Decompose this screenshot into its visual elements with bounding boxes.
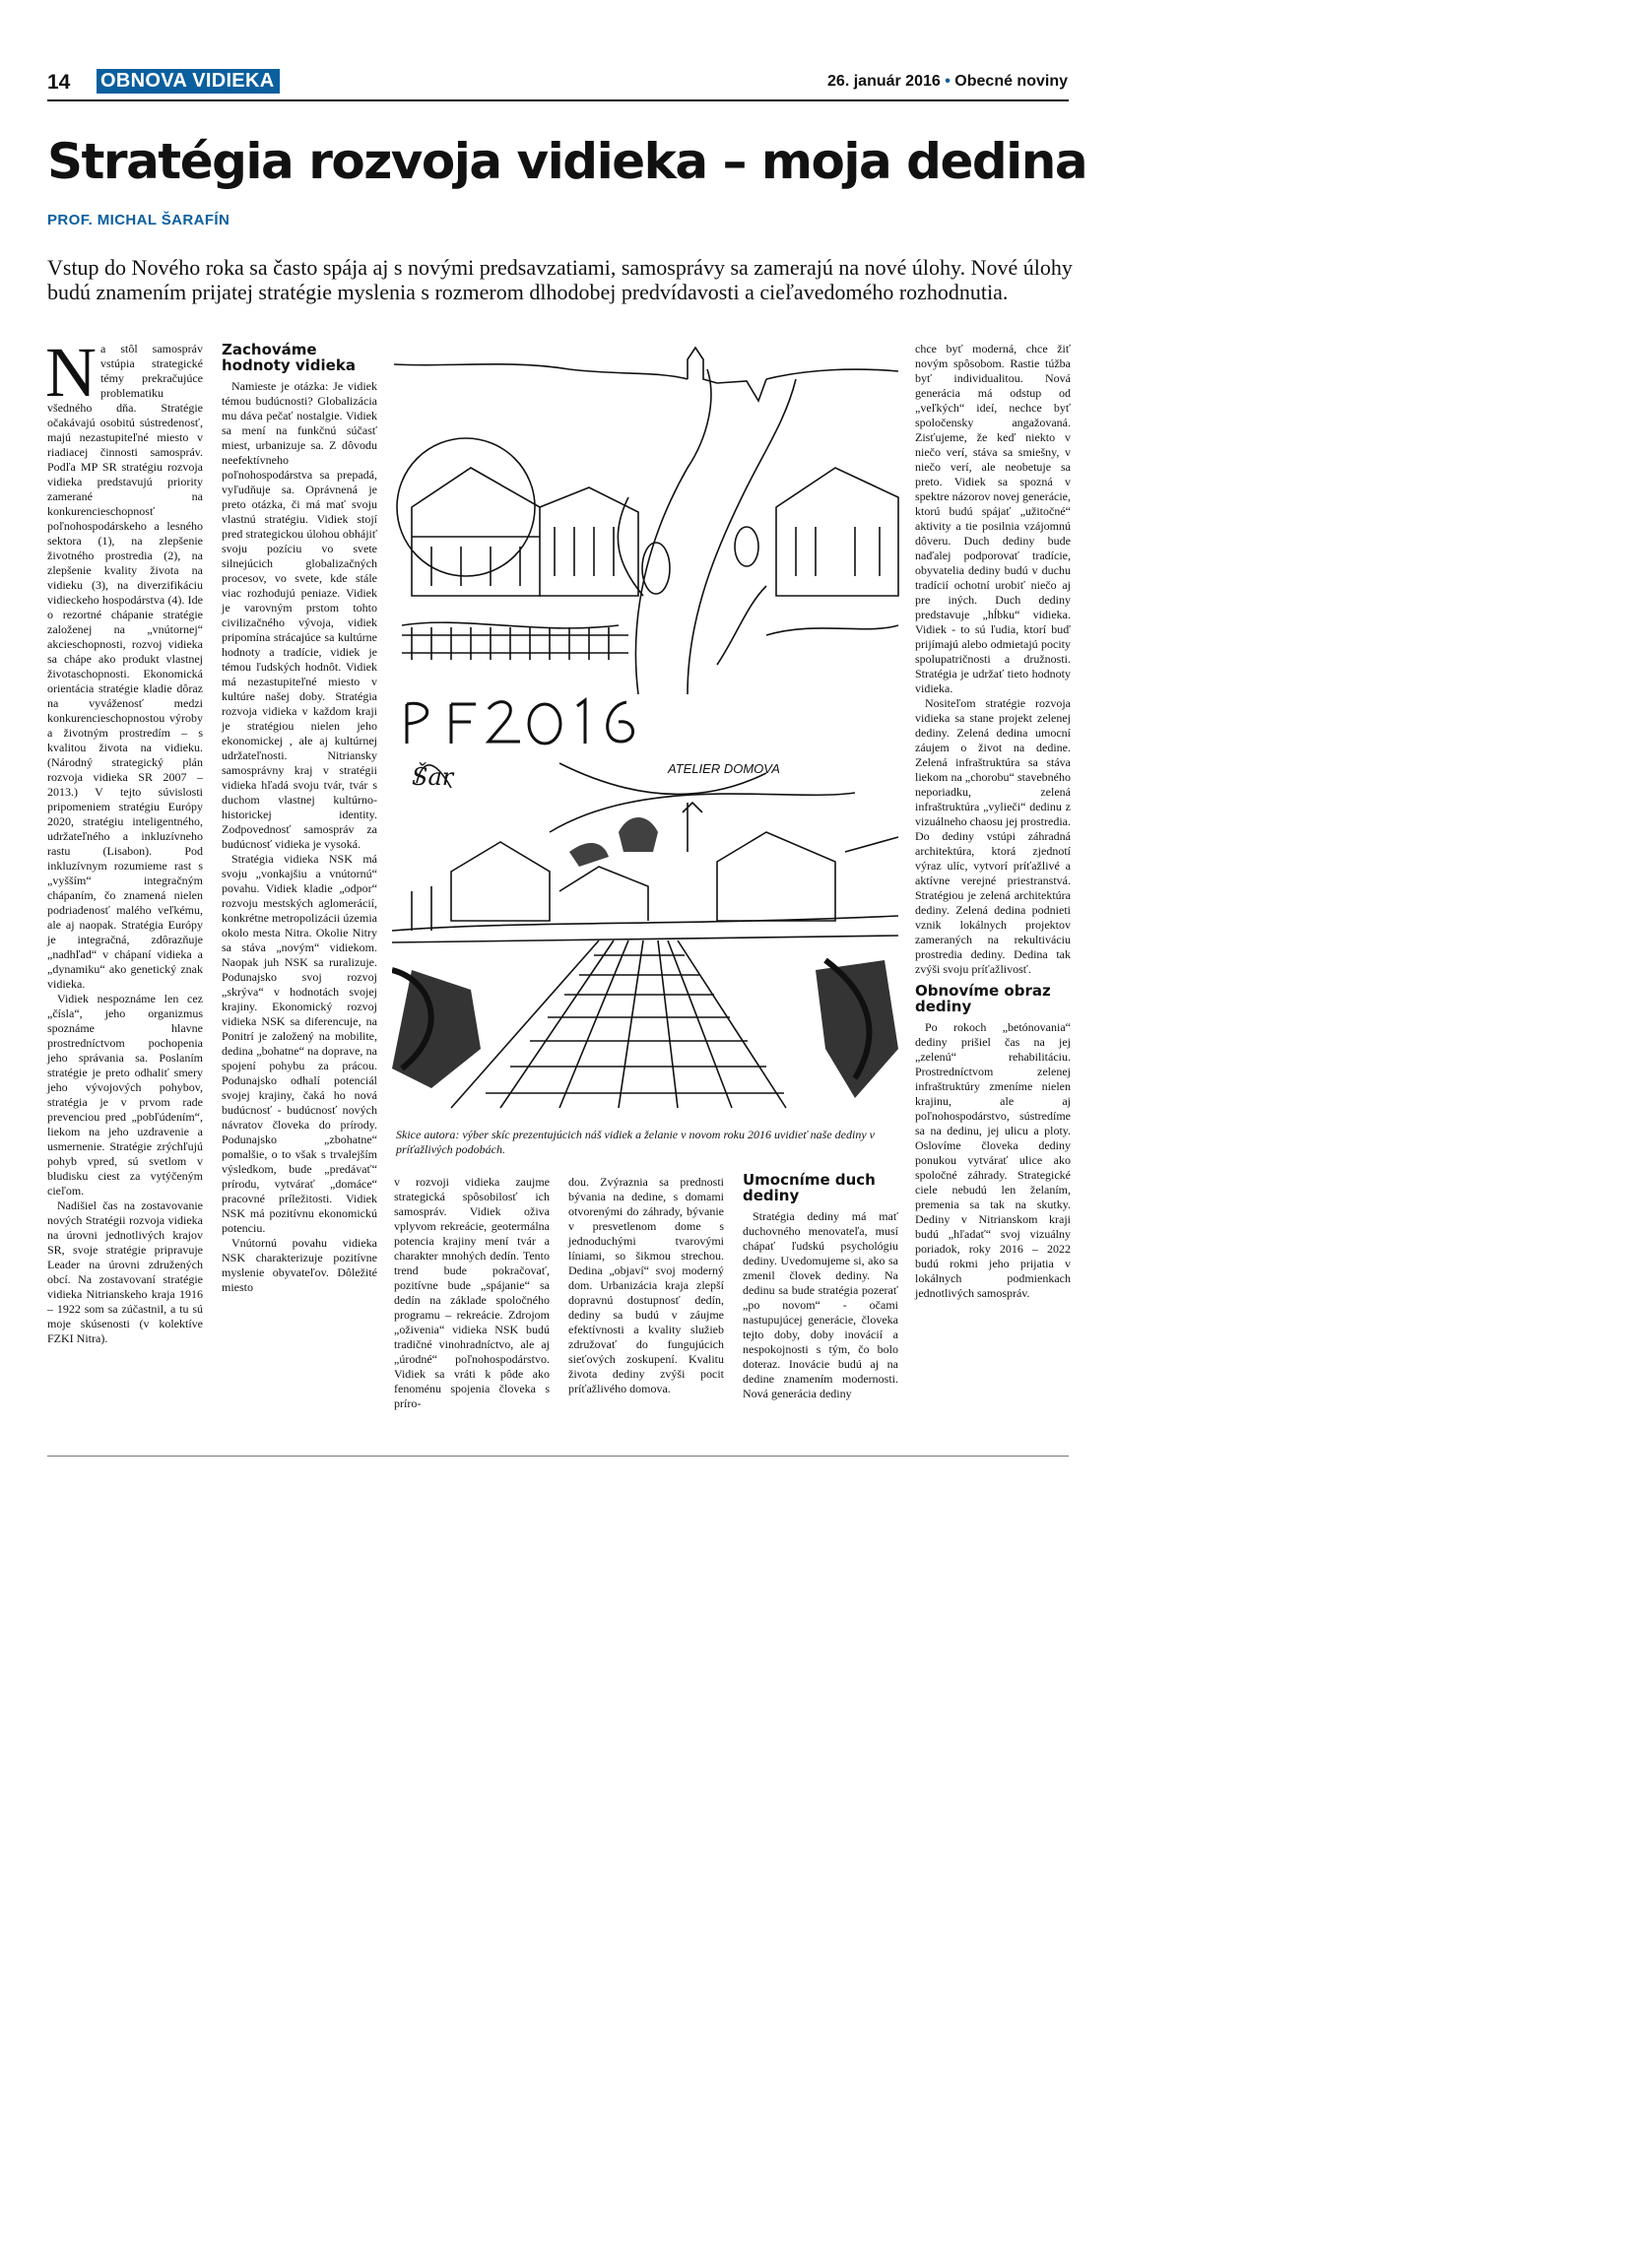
paragraph: Namieste je otázka: Je vidiek témou budúcnosti? Globalizácia mu dáva pečať nostalgie. Vidiek sa mení na funkčnú súčasť miest, urbanizuje sa. Z dôvodu neefektívneho poľnohospodárstva sa prepadá, vyľudňuje sa. Oprávnená je preto otázka, či má mať svoju vlastnú stratégiu. Vidiek stojí pred strategickou úlohou obhájiť svoju pozíciu vo svete silnejúcich globalizačných procesov, vo svete, kde stále viac rozhodujú peniaze. Vidiek je varovným prstom tohto civilizačného vývoja, vidiek pripomína strácajúce sa kultúrne hodnoty a tradície, vidiek je témou ľudských hodnôt. Vidiek má nezastupiteľné miesto v kultúre našej doby. Stratégia rozvoja vidieka v každom kraji je stratégiou nielen jeho ekonomickej , ale aj kultúrnej udržateľnosti. Nitriansky samosprávny kraj v stratégii vidieka hľadá svoju tvár, tvár s duchom vlastnej kultúrno-historickej identity. Zodpovednosť samospráv za budúcnosť vidieka je vysoká.	[222, 379, 377, 851]
author-byline: PROF. MICHAL ŠARAFÍN	[47, 212, 230, 228]
column-5	[743, 1172, 898, 1401]
lede-paragraph: Vstup do Nového roka sa často spája aj s novými predsavzatiami, samosprávy sa zamerajú na nové úlohy. Nové úlohy budú znamením prijatej stratégie myslenia s rozmerom dlhodobej predvídavosti a cieľavedomého rozhodnutia.	[47, 255, 1073, 304]
column-3	[394, 1175, 550, 1411]
subheading: Zachováme hodnoty vidieka	[222, 341, 356, 374]
issue-date: 26. január 2016	[827, 73, 941, 90]
dateline	[827, 73, 1068, 91]
paragraph: Stratégia dediny má mať duchovného menovateľa, musí chápať ľudskú psychológiu dediny. Uvedomujeme si, ako sa zmenil človek dediny. Na dedinu sa bude stratégia pozerať „po novom“ - očami nastupujúcej generácie, človeka tejto doby, doby inovácií a nespokojnosti s tým, čo bolo doteraz. Inovácie budú aj na dedine znamením modernosti. Nová generácia dediny	[743, 1209, 898, 1400]
artist-signature: Šar	[412, 763, 454, 791]
column-4	[568, 1175, 724, 1396]
column-2	[222, 342, 377, 1295]
subheading: Obnovíme obraz dediny	[915, 982, 1051, 1015]
illustration-caption: Skice autora: výber skíc prezentujúcich náš vidiek a želanie v novom roku 2016 uvidieť naše dediny v príťažlivých podobách.	[396, 1128, 875, 1156]
paragraph: dou. Zvýraznia sa prednosti bývania na dedine, s domami otvorenými do záhrady, bývanie v presvetlenom dome s jednoduchými tvarovými líniami, so šikmou strechou. Dedina „objaví“ svoj moderný dom. Urbanizácia kraja zlepší dopravnú dostupnosť dedín, dediny sa budú v záujme efektívnosti a kvality služieb združovať do fungujúcich sieťových zoskupení. Kvalitu života dediny zvýši pocit príťažlivého domova.	[568, 1175, 724, 1395]
footer-rule	[47, 1456, 1069, 1457]
column-6	[915, 342, 1071, 1301]
newspaper-name: Obecné noviny	[954, 73, 1068, 90]
subheading: Umocníme duch dediny	[743, 1171, 876, 1204]
column-1	[45, 333, 203, 1346]
separator-bullet: •	[945, 73, 951, 90]
pf-greeting: PF2016	[392, 340, 396, 341]
paragraph: Na stôl samospráv vstúpia strategické témy prekračujúce problematiku všedného dňa. Stratégie očakávajú osobitú sústredenosť, majú nezastupiteľné miesto v riadiacej činnosti samospráv. Podľa MP SR stratégiu rozvoja vidieka predstavujú priority zamerané na konkurencieschopnosť poľnohospodárskeho a lesného sektora (1), na zlepšenie životného prostredia (2), na zlepšenie kvality života na vidieku (3), na diverzifikáciu vidieckeho hospodárstva (4). Ide o rezortné chápanie stratégie založenej na „vnútornej“ akcieschopnosti, rozvoj vidieka sa chápe ako produkt vlastnej životaschopnosti. Ekonomická orientácia stratégie kladie dôraz na vyváženosť medzi konkurencieschopnostou výroby a životným prostredím – s kvalitou života na vidieku. (Národný strategický plán rozvoja vidieka SR 2007 – 2013.) V tejto súvislosti pripomeniem stratégiu Európy 2020, stratégiu inteligentného, udržateľného a inkluzívneho rastu (Lisabon). Pod inkluzívnym rozumieme rast s „vyšším“ integračným chápaním, čo znamená nielen podriadenosť malého veľkému, ale aj naopak. Stratégia Európy je integračná, zdôrazňuje „nadhľad“ v chápaní vidieka a „dynamiku“ ako genetický znak vidieka.	[45, 333, 203, 991]
drop-cap: N	[45, 333, 97, 412]
paragraph: Stratégia vidieka NSK má svoju „vonkajšiu a vnútornú“ povahu. Vidiek kladie „odpor“ rozvoju mestských aglomerácií, konkrétne metropolizácii územia okolo mesta Nitra. Okolie Nitry sa stáva „novým“ vidiekom. Naopak juh NSK sa ruralizuje. Podunajsko svoj rozvoj „skrýva“ v hodnotách svojej krajiny. Ekonomický rozvoj vidieka NSK sa diferencuje, na Ponitrí je založený na mobilite, dedina „bohatne“ na doprave, na spojení pohybu za prácou. Podunajsko odhalí potenciál svojej krajiny, čaká ho nová budúcnosť - budúcnosť nových návratov človeka do prírody. Podunajsko „zbohatne“ pomalšie, o to však s trvalejším výsledkom, bude „predávať“ prírodu, vytvárať „domáce“ pracovné príležitosti. Vidiek NSK má pozitívnu ekonomickú potenciu.	[222, 852, 377, 1235]
village-sketch	[392, 340, 900, 1123]
paragraph: Nositeľom stratégie rozvoja vidieka sa stane projekt zelenej dediny. Zelená dedina umocní záujem o život na dedine. Zelená infraštruktúra sa stáva liekom na „chorobu“ stavebného neporiadku, zelená infraštruktúra „vylieči“ dedinu z vizuálneho chaosu jej prostredia. Do dediny vstúpi záhradná architektúra, ktorá zjednotí výraz ulíc, vytvorí príťažlivé a aktívne verejné priestranstvá. Stratégiou je zelená architektúra dediny. Zelená dedina podnieti vznik lokálnych projektov zameraných na rekultiváciu prostredia dediny. Dedina tak zvýši svoju príťažlivosť.	[915, 696, 1071, 976]
paragraph: chce byť moderná, chce žiť novým spôsobom. Rastie túžba byť individualitou. Nová generácia má odstup od „veľkých“ ideí, nechce byť spoločensky angažovaná. Zisťujeme, že keď niekto v niečo verí, stáva sa smiešny, v niečo verí, ale neobetuje sa preto. Vidiek sa spozná v spektre názorov novej generácie, ktorú budú spájať „užitočné“ aktivity a tie posilnia vzájomnú dôveru. Duch dediny bude naďalej podporovať tradície, obyvatelia dediny budú v duchu tradícií ochotní urobiť niečo aj pre iných. Duch dediny predstavuje „hĺbku“ vidieka. Vidiek - to sú ľudia, ktorí buď prijímajú alebo odmietajú pocity spolupatričnosti a družnosti. Stratégia je udržať tieto hodnoty vidieka.	[915, 342, 1071, 695]
paragraph: Po rokoch „betónovania“ dediny prišiel čas na jej „zelenú“ rehabilitáciu. Prostredníctvom zelenej infraštruktúry zmeníme nielen krajinu, ale aj poľnohospodárstvo, sústredíme sa na dedinu, jej ulicu a ploty. Oslovíme človeka dediny ponukou vytvárať ulice ako spoločné záhrady. Strategické ciele nebudú len želaním, premenia sa tak na skutky. Dediny v Nitrianskom kraji budú „hľadať“ svoj vizuálny poriadok, roky 2016 – 2022 budú rokmi jeho prijatia v lokálnych podmienkach jednotlivých samospráv.	[915, 1020, 1071, 1300]
paragraph: Nadišiel čas na zostavovanie nových Stratégii rozvoja vidieka na úrovni jednotlivých krajov SR, svoje stratégie pripravuje Leader na úrovni združených obcí. Na zostavovaní stratégie vidieka Nitrianskeho kraja 1916 – 1922 som sa zúčastnil, a tu sú moje skúsenosti (v kolektíve FZKI Nitra).	[47, 1199, 203, 1345]
paragraph: v rozvoji vidieka zaujme strategická spôsobilosť ich samospráv. Vidiek oživa vplyvom rekreácie, geotermálna potencia krajiny mení tvár a charakter mnohých dedín. Tento trend bude pokračovať, pozitívne bude „spájanie“ sa dedín na základe spoločného programu – rekreácie. Zdrojom „oživenia“ vidieka NSK budú tradičné vinohradníctvo, ale aj „úrodné“ poľnohospodárstvo. Vidiek sa vráti k pôde ako fenoménu spojenia človeka s príro-	[394, 1175, 550, 1410]
headline: Stratégia rozvoja vidieka – moja dedina	[47, 133, 1087, 190]
studio-label: ATELIER DOMOVA	[668, 761, 780, 776]
page-number: 14	[47, 71, 71, 94]
section-label: OBNOVA VIDIEKA	[97, 69, 280, 94]
header-rule	[47, 99, 1069, 101]
sketch-illustration	[392, 340, 900, 1123]
paragraph: Vidiek nespoznáme len cez „čísla“, jeho organizmus spoznáme hlavne prostredníctvom pochopenia jeho správania sa. Poslaním stratégie je preto odhaliť smery jeho vývojových pohybov, stratégia je v prvom rade prevenciou pred „pobľúdením“, liekom na jeho uzdravenie a usmernenie. Stratégie zrýchľujú pohyb vpred, sú svetlom v bludisku ciest za vytýčeným cieľom.	[47, 992, 203, 1198]
paragraph: Vnútornú povahu vidieka NSK charakterizuje pozitívne myslenie obyvateľov. Dôležité miesto	[222, 1236, 377, 1294]
